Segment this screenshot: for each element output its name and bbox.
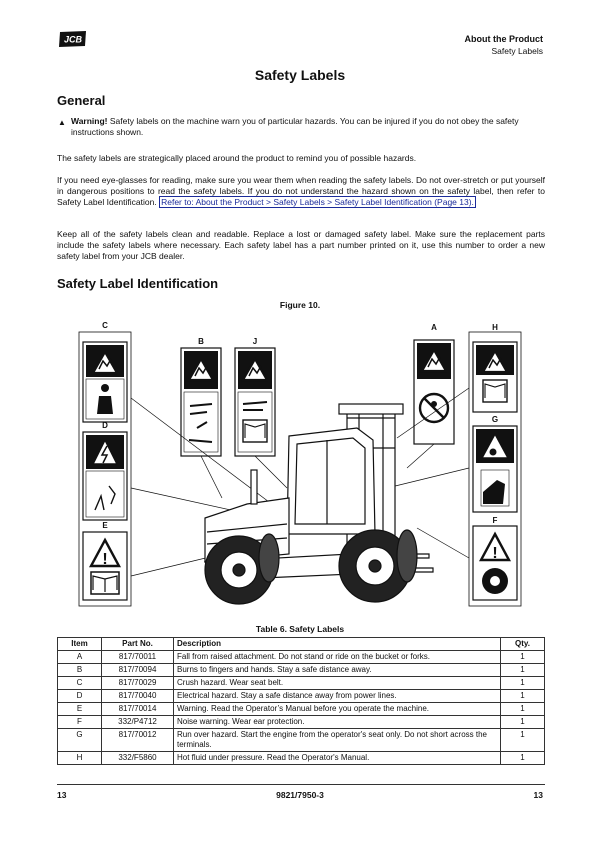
cross-reference-link[interactable]: Refer to: About the Product > Safety Labels > Safety Label Identification (Page 13). (161, 197, 474, 207)
cell-part: 332/F5860 (102, 752, 174, 765)
figure-caption: Figure 10. (279, 300, 321, 310)
label-d: D (102, 421, 108, 430)
cell-qty: 1 (501, 664, 545, 677)
logo-text: JCB (63, 34, 83, 45)
paragraph-placement: The safety labels are strategically placed around the product to remind you of possible hazards. (57, 153, 417, 163)
paragraph-replacement: Keep all of the safety labels clean and readable. Replace a lost or damaged safety label. Make sure the replacement parts include the safety labels where necessary. Each safety label has a part number printed on it, use this number to order a new safety label from your JCB dealer. (57, 229, 545, 261)
table-row (58, 664, 545, 677)
cell-item: G (58, 729, 102, 752)
warning-text: Safety labels on the machine warn you of particular hazards. You can be injured if you do not obey the safety instructions shown. (71, 116, 519, 137)
cell-description: Run over hazard. Start the engine from the operator's seat only. Do not short across the terminals. (174, 729, 501, 752)
cell-qty: 1 (501, 729, 545, 752)
table-row (58, 703, 545, 716)
cell-item: A (58, 651, 102, 664)
cell-description: Noise warning. Wear ear protection. (174, 716, 501, 729)
label-g: G (491, 415, 499, 424)
cell-description: Warning. Read the Operator’s Manual before you operate the machine. (174, 703, 501, 716)
label-h: H (492, 323, 498, 332)
svg-text:!: ! (102, 551, 108, 568)
jcb-logo (58, 30, 88, 48)
cell-description: Electrical hazard. Stay a safe distance away from power lines. (174, 690, 501, 703)
safety-labels-table (57, 637, 545, 765)
warning-triangle-icon: ▲ (58, 118, 66, 127)
cell-qty: 1 (501, 752, 545, 765)
warning-label: Warning! (71, 116, 108, 126)
cell-qty: 1 (501, 677, 545, 690)
cell-item: F (58, 716, 102, 729)
table-row (58, 690, 545, 703)
table-row (58, 716, 545, 729)
cell-part: 817/70094 (102, 664, 174, 677)
machine-illustration: ! ! ! C D E B J A H G F (57, 318, 545, 620)
footer-document-number: 9821/7950-3 (276, 790, 324, 800)
cell-qty: 1 (501, 716, 545, 729)
table-row (58, 729, 545, 752)
paragraph-eyeglasses (57, 175, 545, 208)
cell-item: C (58, 677, 102, 690)
label-f: F (492, 516, 498, 525)
table-row (58, 677, 545, 690)
cell-qty: 1 (501, 651, 545, 664)
cell-part: 817/70029 (102, 677, 174, 690)
label-c: C (102, 321, 108, 330)
cell-qty: 1 (501, 690, 545, 703)
label-e: E (102, 521, 108, 530)
header-subtitle: Safety Labels (491, 46, 543, 56)
table-row (58, 651, 545, 664)
footer-page-right: 13 (533, 790, 543, 800)
table-header-row (58, 638, 545, 651)
cell-part: 817/70011 (102, 651, 174, 664)
footer-page-left: 13 (57, 790, 67, 800)
cell-description: Crush hazard. Wear seat belt. (174, 677, 501, 690)
label-j: J (252, 337, 258, 346)
svg-text:!: ! (492, 545, 498, 562)
warning-note (57, 116, 545, 138)
cell-item: D (58, 690, 102, 703)
table-caption: Table 6. Safety Labels (255, 624, 345, 634)
header-description: Description (174, 638, 501, 651)
page-title: Safety Labels (254, 67, 346, 83)
paragraph-eyeglasses-text: If you need eye-glasses for reading, make sure you wear them when reading the safety labels. Do not over-stretch or put yourself in dangerous positions to read the safety labels. If you do not understand the hazard shown on the safety label, then refer to Safety Label Identification. (57, 175, 545, 207)
cell-item: H (58, 752, 102, 765)
footer-divider (57, 784, 545, 785)
cell-description: Fall from raised attachment. Do not stand or ride on the bucket or forks. (174, 651, 501, 664)
label-a: A (431, 323, 437, 332)
header-qty: Qty. (501, 638, 545, 651)
cell-description: Hot fluid under pressure. Read the Operator's Manual. (174, 752, 501, 765)
cell-item: B (58, 664, 102, 677)
header-part-no: Part No. (102, 638, 174, 651)
cell-part: 817/70040 (102, 690, 174, 703)
cell-part: 817/70014 (102, 703, 174, 716)
cell-qty: 1 (501, 703, 545, 716)
cell-part: 817/70012 (102, 729, 174, 752)
cell-description: Burns to fingers and hands. Stay a safe distance away. (174, 664, 501, 677)
header-item: Item (58, 638, 102, 651)
label-b: B (198, 337, 204, 346)
identification-heading: Safety Label Identification (57, 276, 219, 291)
safety-label-figure (55, 314, 545, 620)
cell-part: 332/P4712 (102, 716, 174, 729)
general-heading: General (57, 93, 106, 108)
table-row (58, 752, 545, 765)
header-title: About the Product (464, 34, 543, 44)
cell-item: E (58, 703, 102, 716)
